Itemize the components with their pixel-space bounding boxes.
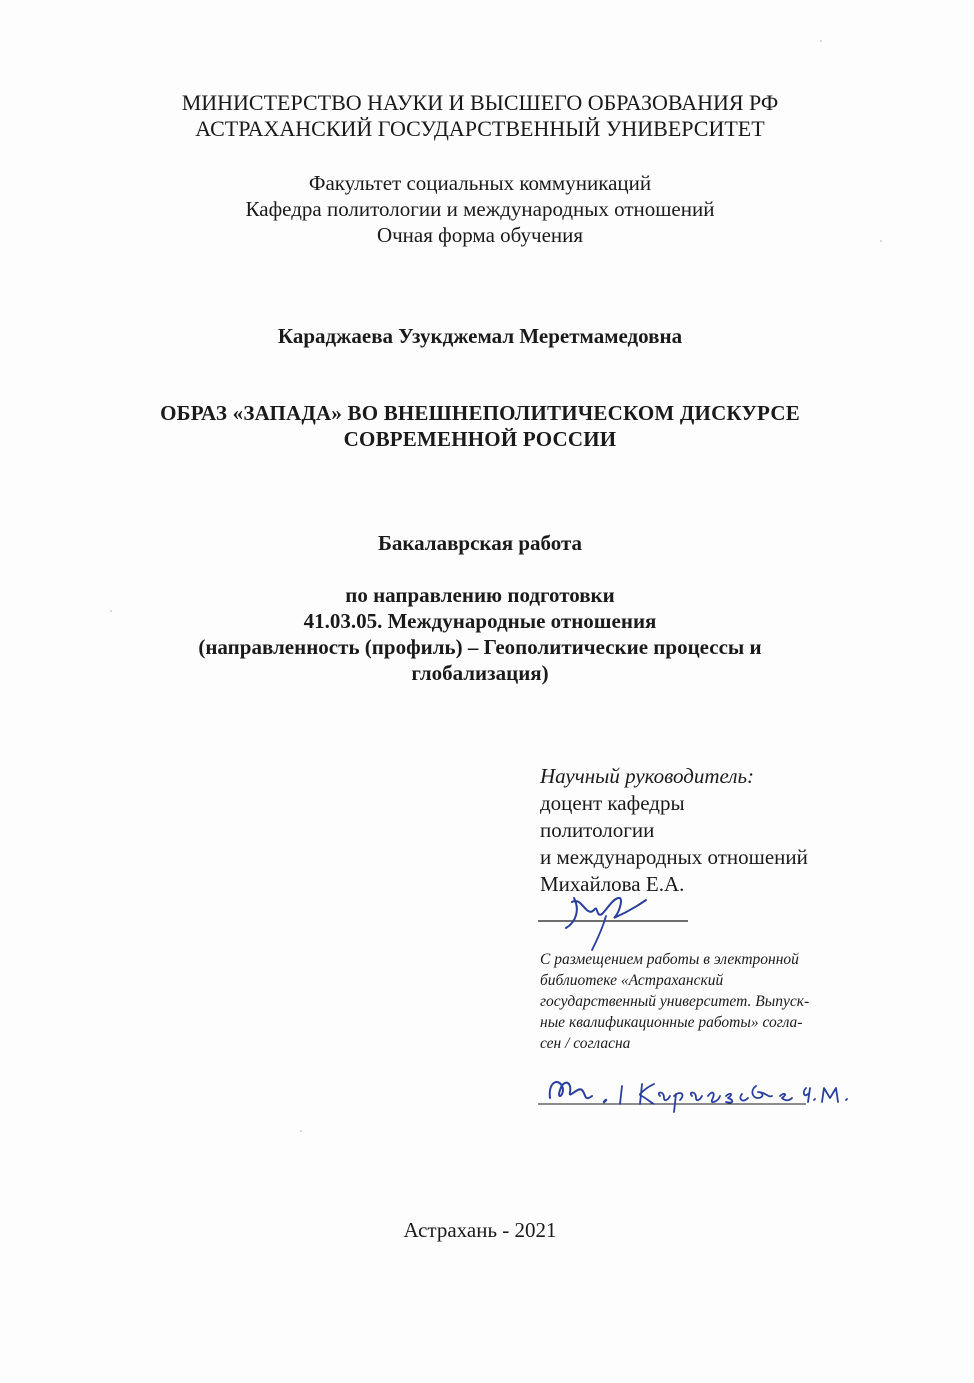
library-consent-block	[540, 949, 860, 1054]
direction-line1: по направлению подготовки	[345, 583, 615, 607]
direction-line4: глобализация)	[411, 661, 549, 685]
author-name: Караджаева Узукджемал Меретмамедовна	[277, 324, 683, 348]
supervisor-position-line1: доцент кафедры	[540, 791, 685, 815]
supervisor-block	[540, 763, 960, 898]
supervisor-position-line3: и международных отношений	[540, 845, 808, 869]
city-year: Астрахань - 2021	[403, 1218, 557, 1242]
study-form-line: Очная форма обучения	[376, 223, 584, 247]
supervisor-name: Михайлова Е.А.	[540, 872, 685, 896]
supervisor-position-line2: политологии	[540, 818, 655, 842]
direction-line3: (направленность (профиль) – Геополитические процессы и	[198, 635, 762, 659]
supervisor-label: Научный руководитель:	[540, 764, 755, 788]
work-type: Бакалаврская работа	[377, 531, 583, 555]
faculty-line: Факультет социальных коммуникаций	[308, 171, 652, 195]
direction-line2: 41.03.05. Международные отношения	[303, 609, 657, 633]
consent-line4: ные квалификационные работы» согла-	[540, 1014, 803, 1031]
university-line: АСТРАХАНСКИЙ ГОСУДАРСТВЕННЫЙ УНИВЕРСИТЕТ	[195, 116, 765, 141]
department-line: Кафедра политологии и международных отношений	[245, 197, 715, 221]
consent-line5: сен / согласна	[540, 1035, 631, 1052]
ministry-line: МИНИСТЕРСТВО НАУКИ И ВЫСШЕГО ОБРАЗОВАНИЯ РФ	[181, 90, 779, 115]
author-signature	[536, 1068, 866, 1118]
consent-line1: С размещением работы в электронной	[540, 951, 799, 968]
supervisor-signature	[536, 888, 696, 958]
consent-line3: государственный университет. Выпуск-	[540, 993, 810, 1010]
thesis-title-line1: ОБРАЗ «ЗАПАДА» ВО ВНЕШНЕПОЛИТИЧЕСКОМ ДИСКУРСЕ	[160, 401, 800, 425]
consent-line2: библиотеке «Астраханский	[540, 972, 724, 989]
thesis-title-line2: СОВРЕМЕННОЙ РОССИИ	[343, 427, 617, 451]
